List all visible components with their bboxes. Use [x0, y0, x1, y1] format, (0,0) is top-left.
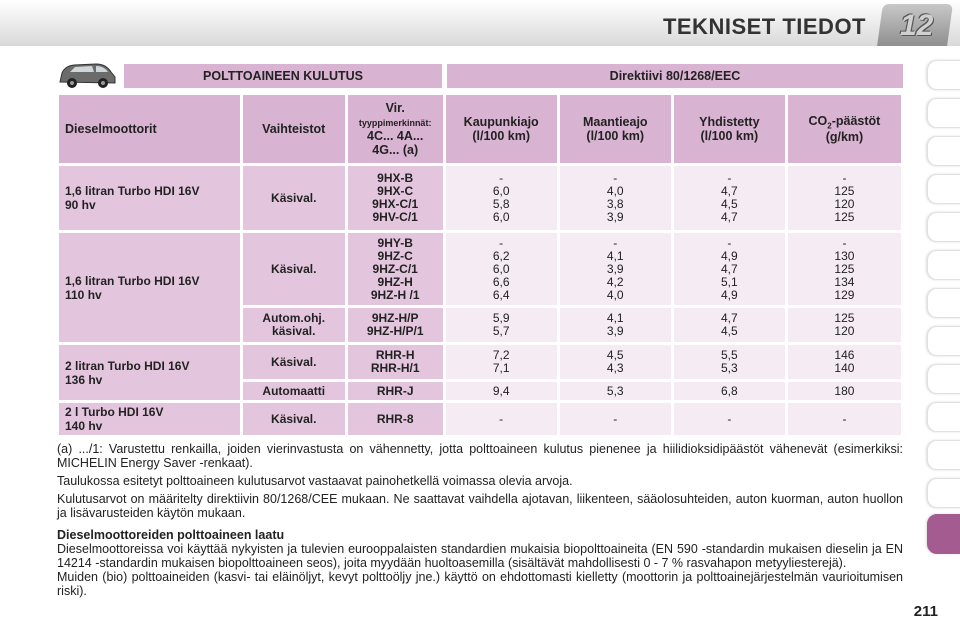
directive-bar: Direktiivi 80/1268/EEC	[447, 64, 903, 88]
co2-cell-line: 180	[834, 383, 855, 398]
extra-urban-cell	[560, 403, 671, 435]
side-tab-5[interactable]	[927, 212, 960, 242]
type-code-cell-line: 9HZ-C/1	[372, 261, 418, 276]
header-engine: Dieselmoottorit	[59, 95, 240, 163]
co2-cell	[788, 166, 901, 230]
co2-cell-line: 130	[834, 248, 855, 263]
header-urban	[446, 95, 557, 163]
urban-cell-line: 5,9	[492, 311, 510, 325]
table-body	[59, 166, 901, 435]
header-extra-label: Maantieajo	[582, 115, 648, 129]
urban-cell	[446, 308, 557, 342]
side-tab-8[interactable]	[927, 326, 960, 356]
urban-cell	[446, 345, 557, 379]
gearbox-cell	[243, 233, 345, 305]
combined-cell-line: 5,5	[720, 348, 738, 362]
side-tab-2[interactable]	[927, 98, 960, 128]
table-header-row	[59, 95, 901, 163]
chapter-number: 12	[900, 9, 934, 42]
combined-cell-line: -	[727, 171, 732, 185]
header-combined-unit: (l/100 km)	[700, 129, 759, 143]
extra-urban-cell-line: 3,9	[606, 324, 624, 338]
chapter-side-tabs	[927, 60, 960, 580]
urban-cell-line: 6,6	[492, 274, 510, 289]
urban-cell-line: 6,0	[492, 261, 510, 276]
combined-cell-line: 5,3	[720, 361, 738, 375]
table-row	[59, 233, 901, 305]
co2-cell	[788, 382, 901, 400]
co2-cell	[788, 345, 901, 379]
urban-cell-line: 6,4	[492, 287, 510, 302]
combined-cell	[674, 382, 785, 400]
engine-cell-line: 136 hv	[65, 372, 103, 387]
extra-urban-cell-line: 4,1	[606, 248, 624, 263]
header-urban-unit: (l/100 km)	[472, 129, 531, 143]
urban-cell-line: 7,2	[492, 348, 510, 362]
combined-cell-line: 4,9	[720, 248, 738, 263]
engine-cell-line: 1,6 litran Turbo HDI 16V	[65, 184, 200, 198]
combined-cell	[674, 233, 785, 305]
co2-cell	[788, 403, 901, 435]
extra-urban-cell-line: 4,5	[606, 348, 624, 362]
engine-cell	[59, 233, 240, 342]
table-row	[59, 166, 901, 230]
gearbox-cell-line: Automaatti	[262, 383, 326, 398]
extra-urban-cell	[560, 382, 671, 400]
extra-urban-cell-line: -	[613, 235, 618, 250]
fuel-consumption-bar: POLTTOAINEEN KULUTUS	[124, 64, 442, 88]
fuel-quality-heading: Dieselmoottoreiden polttoaineen laatu	[57, 528, 285, 542]
type-code-cell-line: 9HZ-H	[377, 274, 413, 289]
side-tab-4[interactable]	[927, 174, 960, 204]
urban-cell-line: 7,1	[492, 361, 510, 375]
combined-cell	[674, 166, 785, 230]
engine-cell	[59, 345, 240, 400]
gearbox-cell	[243, 345, 345, 379]
combined-cell-line: 4,7	[720, 210, 738, 224]
urban-cell-line: -	[499, 411, 504, 426]
urban-cell-line: 6,0	[492, 210, 510, 224]
side-tab-10[interactable]	[927, 402, 960, 432]
urban-cell	[446, 233, 557, 305]
combined-cell-line: 5,1	[720, 274, 738, 289]
co2-cell-line: 146	[834, 348, 855, 362]
extra-urban-cell-line: 4,0	[606, 184, 624, 198]
gearbox-cell-line: käsival.	[272, 324, 316, 338]
header-code-line: 4G... (a)	[372, 143, 419, 157]
combined-cell-line: 4,5	[720, 324, 738, 338]
engine-cell-line: 140 hv	[65, 419, 103, 433]
co2-cell-line: 125	[834, 261, 855, 276]
type-code-cell-line: RHR-8	[376, 411, 414, 426]
combined-cell-line: 4,7	[720, 261, 738, 276]
type-code-cell	[348, 382, 443, 400]
extra-urban-cell	[560, 345, 671, 379]
urban-cell	[446, 382, 557, 400]
extra-urban-cell-line: 4,0	[606, 287, 624, 302]
notes	[57, 442, 903, 602]
header-code-line: 4C... 4A...	[367, 129, 424, 143]
gearbox-cell	[243, 382, 345, 400]
co2-cell-line: 125	[834, 311, 855, 325]
header-combined-label: Yhdistetty	[699, 115, 760, 129]
combined-cell-line: 4,7	[720, 311, 738, 325]
header-co2	[788, 95, 901, 163]
gearbox-cell	[243, 166, 345, 230]
engine-cell	[59, 166, 240, 230]
type-code-cell-line: 9HV-C/1	[372, 210, 418, 224]
type-code-cell-line: 9HX-C	[377, 184, 414, 198]
extra-urban-cell-line: -	[613, 411, 618, 426]
side-tab-11[interactable]	[927, 440, 960, 470]
combined-cell-line: 6,8	[720, 383, 738, 398]
extra-urban-cell-line: 3,8	[606, 197, 624, 211]
co2-cell-line: -	[842, 235, 847, 250]
side-tab-1[interactable]	[927, 60, 960, 90]
side-tab-9[interactable]	[927, 364, 960, 394]
extra-urban-cell-line: 4,3	[606, 361, 624, 375]
extra-urban-cell-line: 4,1	[606, 311, 624, 325]
type-code-cell	[348, 308, 443, 342]
car-icon	[56, 60, 118, 90]
combined-cell-line: 4,7	[720, 184, 738, 198]
co2-cell	[788, 308, 901, 342]
engine-cell-line: 2 litran Turbo HDI 16V	[65, 358, 190, 373]
combined-cell	[674, 403, 785, 435]
type-code-cell	[348, 166, 443, 230]
extra-urban-cell	[560, 308, 671, 342]
type-code-cell-line: 9HZ-H/P	[371, 311, 419, 325]
side-tab-3[interactable]	[927, 136, 960, 166]
type-code-cell	[348, 403, 443, 435]
co2-cell-line: -	[842, 171, 847, 185]
type-code-cell-line: RHR-J	[376, 383, 414, 398]
page-title: TEKNISET TIEDOT	[662, 14, 866, 39]
fuel-quality-text: Dieselmoottoreissa voi käyttää nykyisten ja tulevien eurooppalaisten standardien mukaisia biopolttoaineita (EN 590 -standardin mukaisen dieselin ja EN 14214 -standardin mukaisen biopolttoaineen seos), joita myydään huoltoasemilla (sisältävät mahdollisesti 0 - 7 % rasvahapon metyyliesterejä).	[57, 542, 903, 570]
header-gearbox: Vaihteistot	[243, 95, 345, 163]
urban-cell-line: 5,7	[492, 324, 510, 338]
urban-cell-line: 5,8	[492, 197, 510, 211]
gearbox-cell	[243, 308, 345, 342]
extra-urban-cell-line: 3,9	[606, 210, 624, 224]
co2-cell-line: 120	[834, 197, 855, 211]
table-row	[59, 403, 901, 435]
fuel-warning-text: Muiden (bio) polttoaineiden (kasvi- tai eläinöljyt, kevyt polttoöljy jne.) käyttö on ehdottomasti kielletty (moottorin ja polttoainejärjestelmän vaurioitumisen riski).	[57, 570, 903, 598]
side-tab-7[interactable]	[927, 288, 960, 318]
co2-cell-line: -	[842, 411, 847, 426]
co2-cell-line: 125	[834, 184, 855, 198]
header-co2-label: CO	[808, 113, 828, 128]
gearbox-cell	[243, 403, 345, 435]
extra-urban-cell-line: -	[613, 171, 618, 185]
urban-cell-line: -	[499, 235, 504, 250]
combined-cell-line: 4,9	[720, 287, 738, 302]
engine-cell	[59, 403, 240, 435]
gearbox-cell-line: Käsival.	[271, 190, 317, 205]
co2-cell-line: 134	[834, 274, 855, 289]
type-code-cell	[348, 233, 443, 305]
header-co2-subscript: 2	[827, 121, 832, 131]
gearbox-cell-line: Käsival.	[271, 354, 317, 369]
extra-urban-cell	[560, 233, 671, 305]
engine-cell-line: 90 hv	[65, 198, 96, 212]
type-code-cell-line: 9HZ-H /1	[370, 287, 420, 302]
urban-cell-line: 6,0	[492, 184, 510, 198]
engine-cell-line: 110 hv	[65, 287, 102, 302]
header-combined	[674, 95, 785, 163]
urban-cell	[446, 166, 557, 230]
fuel-consumption-table	[56, 92, 904, 438]
extra-urban-cell	[560, 166, 671, 230]
combined-cell	[674, 345, 785, 379]
gearbox-cell-line: Käsival.	[271, 261, 317, 276]
engine-cell-line: 2 l Turbo HDI 16V	[65, 405, 164, 419]
note-values: Taulukossa esitetyt polttoaineen kulutusarvot vastaavat painohetkellä voimassa olevia arvoja.	[57, 474, 573, 488]
type-code-cell-line: 9HZ-H/P/1	[366, 324, 424, 338]
table-row	[59, 345, 901, 379]
combined-cell-line: -	[727, 235, 732, 250]
type-code-cell	[348, 345, 443, 379]
header-extra-unit: (l/100 km)	[586, 129, 645, 143]
urban-cell-line: 6,2	[492, 248, 510, 263]
engine-cell-line: 1,6 litran Turbo HDI 16V	[65, 273, 200, 288]
co2-cell-line: 140	[834, 361, 855, 375]
side-tab-active[interactable]	[927, 514, 960, 554]
co2-cell	[788, 233, 901, 305]
urban-cell-line: 9,4	[492, 383, 510, 398]
side-tab-6[interactable]	[927, 250, 960, 280]
extra-urban-cell-line: 5,3	[606, 383, 624, 398]
header-code-line: tyyppimerkinnät:	[358, 118, 432, 128]
page-number: 211	[913, 603, 938, 620]
co2-cell-line: 125	[834, 210, 855, 224]
type-code-cell-line: 9HX-C/1	[372, 197, 419, 211]
type-code-cell-line: 9HY-B	[377, 235, 413, 250]
side-tab-12[interactable]	[927, 478, 960, 508]
extra-urban-cell-line: 4,2	[606, 274, 624, 289]
combined-cell-line: -	[727, 411, 732, 426]
gearbox-cell-line: Käsival.	[271, 411, 317, 426]
header-urban-label: Kaupunkiajo	[463, 115, 539, 129]
gearbox-cell-line: Autom.ohj.	[262, 311, 326, 325]
type-code-cell-line: RHR-H	[375, 348, 415, 362]
urban-cell	[446, 403, 557, 435]
note-directive: Kulutusarvot on määritelty direktiivin 80/1268/CEE mukaan. Ne saattavat vaihdella ajotavan, liikenteen, sääolosuhteiden, auton kuorman, auton huollon ja lisävarusteiden käytön mukaan.	[57, 492, 903, 520]
header-co2-unit: (g/km)	[825, 130, 864, 145]
co2-cell-line: 120	[834, 324, 855, 338]
type-code-cell-line: 9HZ-C	[377, 248, 413, 263]
combined-cell-line: 4,5	[720, 197, 738, 211]
extra-urban-cell-line: 3,9	[606, 261, 624, 276]
type-code-cell-line: 9HX-B	[377, 171, 414, 185]
co2-cell-line: 129	[834, 287, 855, 302]
combined-cell	[674, 308, 785, 342]
header-code-line: Vir.	[385, 101, 405, 115]
header-type-code	[348, 95, 443, 163]
header-extra-urban	[560, 95, 671, 163]
note-a: (a) .../1: Varustettu renkailla, joiden vierinvastusta on vähennetty, jotta polttoaineen kulutus pienenee ja hiilidioksidipäästöt vähenevät (esimerkiksi: MICHELIN Energy Saver -renkaat).	[57, 442, 903, 470]
type-code-cell-line: RHR-H/1	[370, 361, 420, 375]
urban-cell-line: -	[499, 171, 504, 185]
header-co2-suffix: -päästöt	[831, 113, 881, 128]
